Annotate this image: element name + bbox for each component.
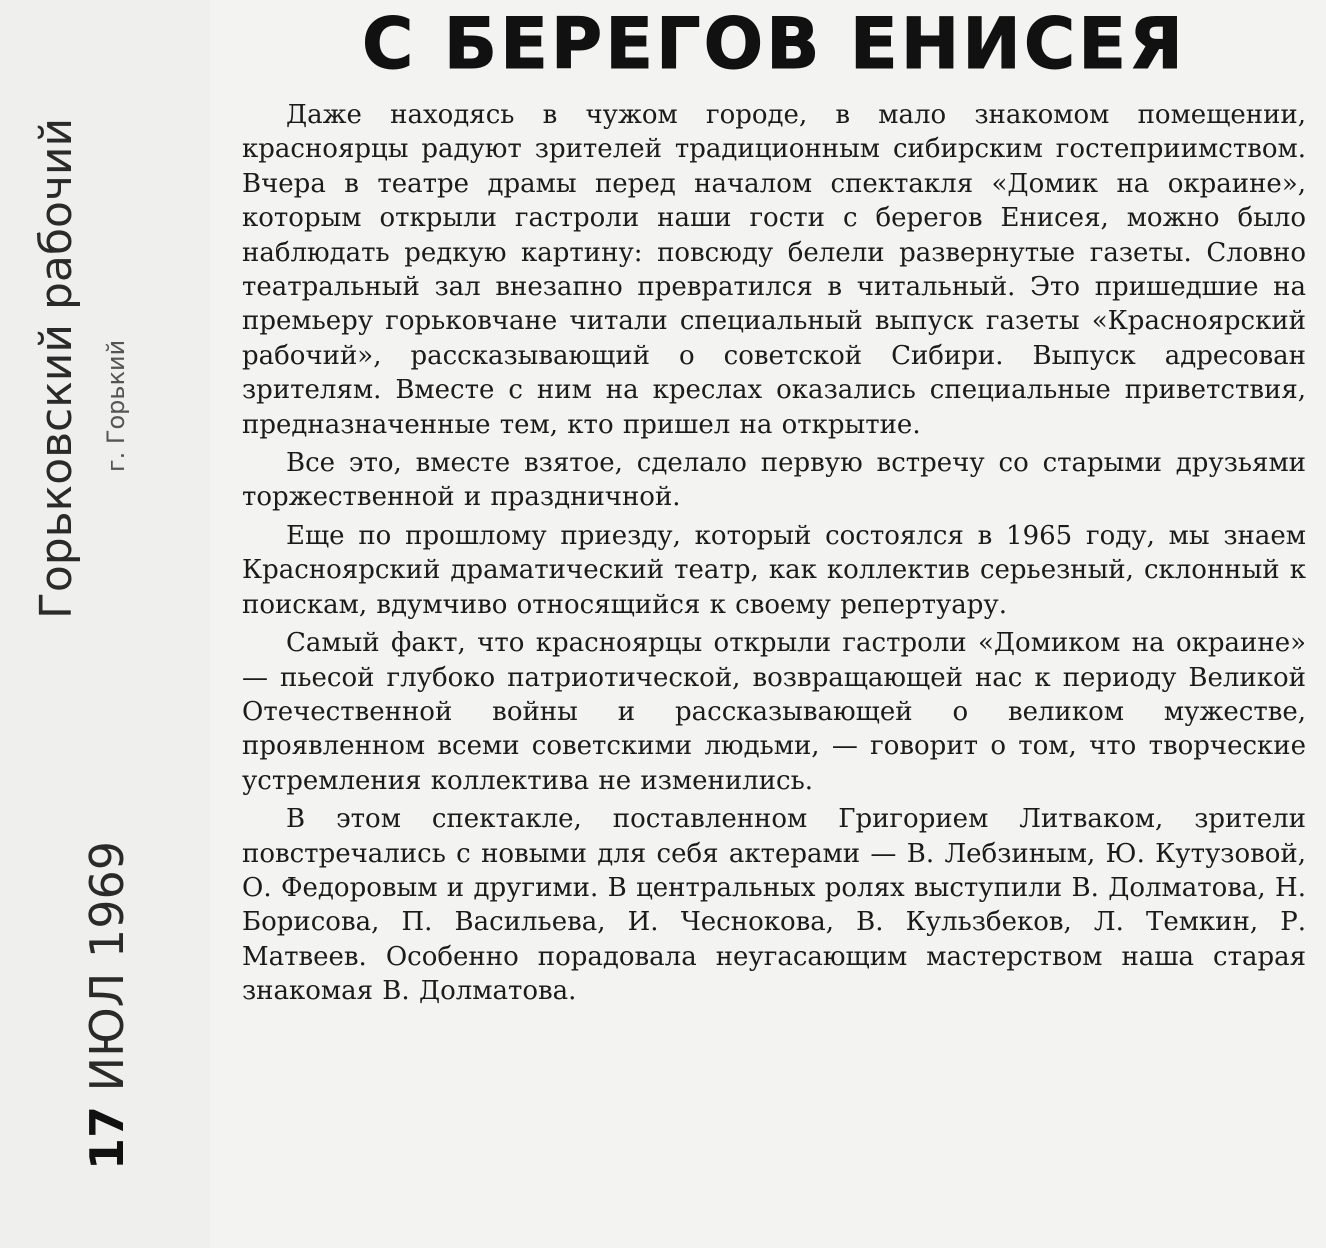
paragraph: Самый факт, что красноярцы открыли гастроли «Домиком на окраине» — пьесой глубоко патриотической, возвращающей нас к периоду Великой Отечественной войны и рассказывающей о великом мужестве, проявленном всеми советскими людьми, — говорит о том, что творческие устремления коллектива не изменились. xyxy=(242,628,1306,796)
paragraph: Все это, вместе взятое, сделало первую встречу со старыми друзьями торжественной и праздничной. xyxy=(242,448,1306,513)
paragraph: Еще по прошлому приезду, который состоялся в 1965 году, мы знаем Красноярский драматический театр, как коллектив серьезный, склонный к поискам, вдумчиво относящийся к своему репертуару. xyxy=(242,520,1306,620)
stamp-city: г. Горький xyxy=(102,340,130,473)
stamp-source-newspaper: Горьковский рабочий xyxy=(31,118,82,620)
headline: С БЕРЕГОВ ЕНИСЕЯ xyxy=(362,3,1186,85)
article-body xyxy=(242,98,1306,1013)
stamp-date-month-year: ИЮЛ 1969 xyxy=(80,841,134,1092)
stamp-date xyxy=(72,800,142,1170)
stamp-date-day: 17 xyxy=(80,1105,134,1170)
paragraph: Даже находясь в чужом городе, в мало знакомом помещении, красноярцы радуют зрителей традиционным сибирским гостеприимством. Вчера в театре драмы перед началом спектакля «Домик на окраине», которым открыли гастроли наши гости с берегов Енисея, можно было наблюдать редкую картину: повсюду белели развернутые газеты. Словно театральный зал внезапно превратился в читальный. Это пришедшие на премьеру горьковчане читали специальный выпуск газеты «Красноярский рабочий», рассказывающий о советской Сибири. Выпуск адресован зрителям. Вместе с ним на креслах оказались специальные приветствия, предназначенные тем, кто пришел на открытие. xyxy=(242,100,1306,440)
paragraph: В этом спектакле, поставленном Григорием Литваком, зрители повстречались с новыми для себя актерами — В. Лебзиным, Ю. Кутузовой, О. Федоровым и другими. В центральных ролях выступили В. Долматова, Н. Борисова, П. Васильева, И. Чеснокова, В. Кульзбеков, Л. Темкин, Р. Матвеев. Особенно порадовала неугасающим мастерством наша старая знакомая В. Долматова. xyxy=(242,804,1306,1007)
